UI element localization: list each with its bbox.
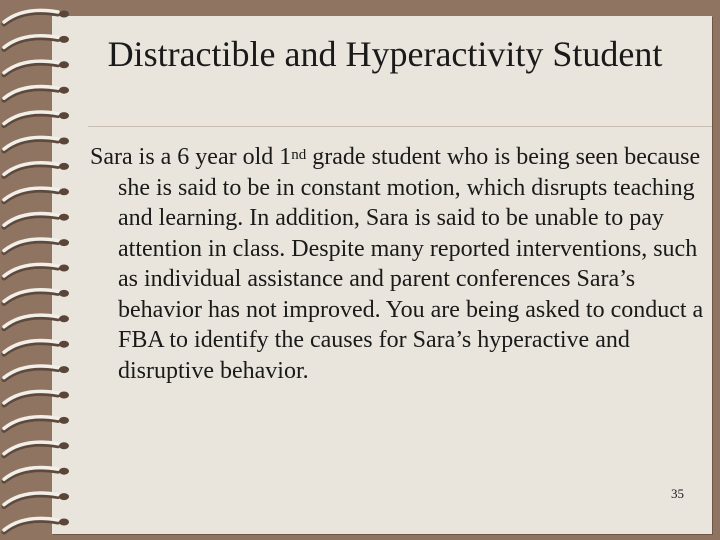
binding-ring [4,442,69,456]
binding-ring [4,493,69,507]
case-description [90,142,718,386]
binding-ring [4,468,69,482]
binding-ring [4,518,69,532]
binding-ring [4,417,69,431]
binding-ring [4,341,69,355]
title-divider [88,126,712,127]
binding-ring [4,264,69,278]
binding-ring [4,290,69,304]
binding-ring [4,315,69,329]
binding-ring [4,163,69,177]
ordinal-suffix: nd [291,147,307,163]
binding-ring [4,36,69,50]
binding-ring [4,10,69,24]
binding-ring [4,366,69,380]
binding-ring [4,112,69,126]
case-text-start: Sara is a 6 year old 1 [90,144,292,170]
page-number: 35 [671,486,684,501]
binding-ring [4,214,69,228]
binding-ring [4,137,69,151]
binding-ring [4,61,69,75]
binding-ring [4,391,69,405]
spiral-binding-icon [0,0,80,540]
binding-ring [4,188,69,202]
slide-title: Distractible and Hyperactivity Student [107,34,663,74]
binding-ring [4,87,69,101]
case-text-rest: grade student who is being seen because she is said to be in constant motion, which disrupts teaching and learning. In addition, Sara is said to be unable to pay attention in class. Despite many reported interventions, such as individual assistance and parent conferences Sara’s behavior has not improved. You are being asked to conduct a FBA to identify the causes for Sara’s hyperactive and disruptive behavior. [118,144,704,384]
binding-ring [4,239,69,253]
